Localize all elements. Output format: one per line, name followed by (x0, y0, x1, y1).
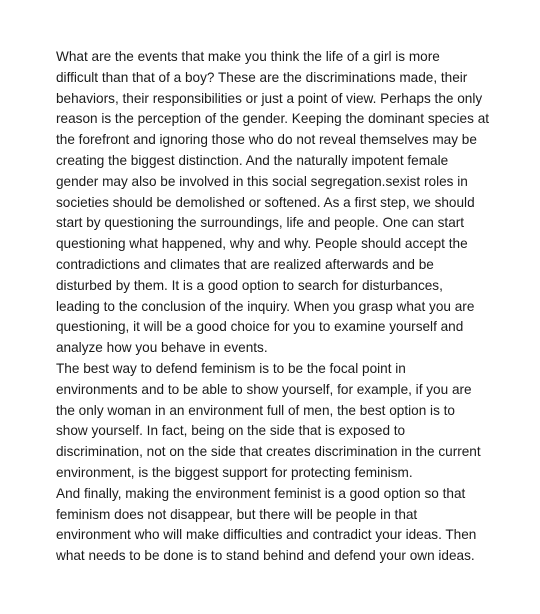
text-line: contradictions and climates that are realized afterwards and be (56, 256, 434, 272)
text-line: behaviors, their responsibilities or just a point of view. Perhaps the only (56, 90, 483, 106)
text-line: What are the events that make you think the life of a girl is more (56, 49, 440, 64)
text-line: environment who will make difficulties and contradict your ideas. Then (56, 527, 477, 543)
text-line: difficult than that of a boy? These are the discriminations made, their (56, 69, 468, 85)
text-line: leading to the conclusion of the inquiry. When you grasp what you are (56, 298, 475, 314)
text-line: questioning, it will be a good choice for you to examine yourself and (56, 319, 464, 335)
text-line: start by questioning the surroundings, life and people. One can start (56, 215, 465, 231)
text-line: questioning what happened, why and why. People should accept the (56, 236, 468, 252)
text-line: discrimination, not on the side that creates discrimination in the current (56, 444, 481, 460)
text-line: what needs to be done is to stand behind and defend your own ideas. (56, 548, 475, 564)
text-line: creating the biggest distinction. And the naturally impotent female (56, 152, 449, 168)
text-line: feminism does not disappear, but there will be people in that (56, 506, 418, 522)
text-line: the only woman in an environment full of men, the best option is to (56, 402, 455, 418)
text-line: analyze how you behave in events. (56, 340, 268, 356)
text-line: The best way to defend feminism is to be the focal point in (56, 360, 406, 376)
text-line: reason is the perception of the gender. Keeping the dominant species at (56, 111, 490, 127)
text-line: show yourself. In fact, being on the side that is exposed to (56, 423, 406, 439)
paragraph-2 (56, 359, 498, 484)
text-line: environments and to be able to show yourself, for example, if you are (56, 381, 472, 397)
text-line: societies should be demolished or softened. As a first step, we should (56, 194, 475, 210)
text-line: environment, is the biggest support for protecting feminism. (56, 464, 413, 480)
text-line: disturbed by them. It is a good option to search for disturbances, (56, 277, 443, 293)
text-line: gender may also be involved in this social segregation.sexist roles in (56, 173, 468, 189)
paragraph-3 (56, 484, 498, 567)
text-line: And finally, making the environment feminist is a good option so that (56, 485, 466, 501)
text-line: the forefront and ignoring those who do not reveal themselves may be (56, 132, 477, 148)
paragraph-1 (56, 47, 498, 359)
document-body (56, 47, 498, 567)
